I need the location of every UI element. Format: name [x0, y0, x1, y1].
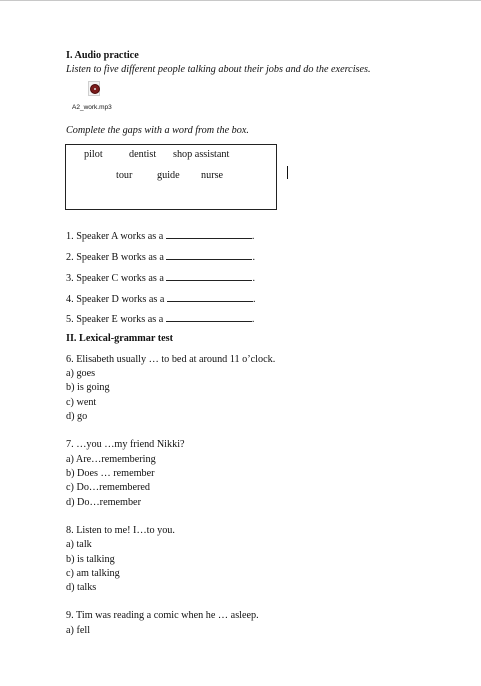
gap-end: . — [251, 231, 255, 242]
gap-sentence — [66, 271, 255, 285]
box-word: guide — [157, 170, 180, 181]
gap-sentence — [66, 292, 256, 306]
section-2-title: II. Lexical-grammar test — [66, 333, 174, 344]
answer-option[interactable]: b) is talking — [66, 554, 115, 565]
box-word: shop assistant — [173, 149, 230, 160]
answer-option[interactable]: b) Does … remember — [66, 468, 155, 479]
answer-blank[interactable] — [166, 250, 252, 260]
text-cursor — [287, 166, 288, 179]
answer-option[interactable]: b) is going — [66, 382, 110, 393]
page-top-border — [0, 0, 481, 1]
question-text: 6. Elisabeth usually … to bed at around 11 o’clock. — [66, 354, 276, 365]
gap-sentence — [66, 250, 255, 264]
answer-option[interactable]: d) go — [66, 411, 88, 422]
box-word: pilot — [84, 149, 103, 160]
gap-sentence — [66, 312, 254, 326]
box-word: tour — [116, 170, 133, 181]
gap-sentence-text: 4. Speaker D works as a — [66, 294, 165, 305]
gap-end: . — [252, 252, 255, 263]
answer-option[interactable]: d) talks — [66, 582, 97, 593]
question-text: 8. Listen to me! I…to you. — [66, 525, 175, 536]
gap-end: . — [253, 294, 256, 305]
answer-option[interactable]: c) am talking — [66, 568, 120, 579]
answer-option[interactable]: a) talk — [66, 539, 92, 550]
question-text: 9. Tim was reading a comic when he … asleep. — [66, 610, 259, 621]
gap-sentence-text: 1. Speaker A works as a — [66, 231, 164, 242]
gap-sentence-text: 3. Speaker C works as a — [66, 273, 164, 284]
gap-end: . — [252, 273, 255, 284]
answer-blank[interactable] — [166, 312, 252, 322]
answer-option[interactable]: a) fell — [66, 625, 91, 636]
answer-option[interactable]: c) Do…remembered — [66, 482, 151, 493]
box-word: dentist — [129, 149, 157, 160]
gap-end: . — [251, 314, 255, 325]
audio-file-label[interactable]: A2_work.mp3 — [72, 104, 112, 111]
gap-instruction: Complete the gaps with a word from the box. — [66, 125, 249, 136]
answer-blank[interactable] — [167, 292, 253, 302]
gap-sentence — [66, 229, 254, 243]
section-1-instruction: Listen to five different people talking about their jobs and do the exercises. — [66, 64, 371, 75]
answer-option[interactable]: a) goes — [66, 368, 96, 379]
gap-sentence-text: 2. Speaker B works as a — [66, 252, 164, 263]
answer-option[interactable]: a) Are…remembering — [66, 454, 156, 465]
gap-sentence-text: 5. Speaker E works as a — [66, 314, 164, 325]
answer-option[interactable]: c) went — [66, 397, 97, 408]
question-text: 7. …you …my friend Nikki? — [66, 439, 185, 450]
section-1-title: I. Audio practice — [66, 50, 139, 61]
audio-file-icon[interactable] — [88, 81, 100, 96]
answer-option[interactable]: d) Do…remember — [66, 497, 141, 508]
answer-blank[interactable] — [166, 271, 252, 281]
box-word: nurse — [201, 170, 224, 181]
answer-blank[interactable] — [166, 229, 252, 239]
